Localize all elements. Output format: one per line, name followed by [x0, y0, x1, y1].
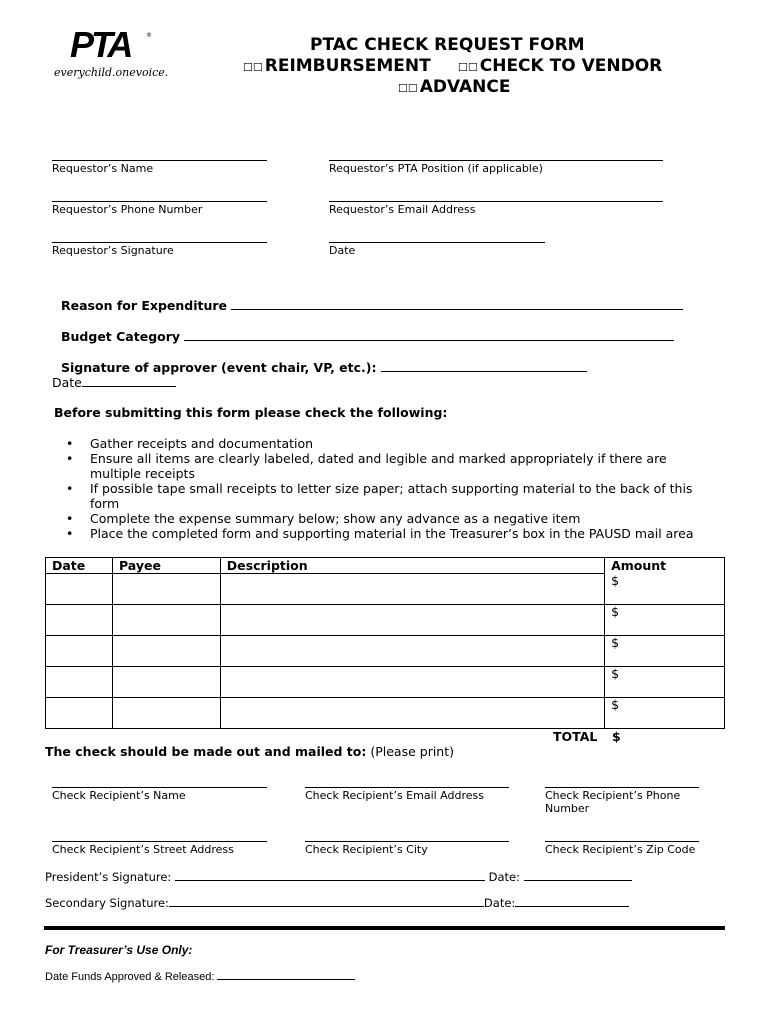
- amount-cell[interactable]: [605, 698, 725, 729]
- currency-symbol: $: [611, 635, 620, 650]
- total-value[interactable]: $: [612, 729, 621, 744]
- street-label: Check Recipient’s Street Address: [52, 843, 234, 856]
- requestor-phone-label: Requestor’s Phone Number: [52, 203, 203, 216]
- currency-symbol: $: [611, 697, 620, 712]
- secondary-date-input[interactable]: [515, 906, 629, 907]
- payee-cell[interactable]: [112, 636, 220, 667]
- zip-line[interactable]: [545, 841, 699, 842]
- list-item: • Complete the expense summary below; show any advance as a negative item: [52, 511, 712, 526]
- pta-tagline: everychild.onevoice.: [54, 66, 169, 79]
- requestor-position-line[interactable]: [329, 160, 663, 161]
- reason-row: [61, 298, 683, 313]
- secondary-signature-input[interactable]: [169, 906, 484, 907]
- requestor-signature-line[interactable]: [52, 242, 267, 243]
- funds-date-row: [45, 971, 355, 983]
- president-date-label: Date:: [488, 870, 520, 884]
- description-cell[interactable]: [220, 667, 604, 698]
- option-advance[interactable]: [398, 77, 510, 99]
- budget-label: Budget Category: [61, 329, 181, 344]
- date-cell[interactable]: [46, 636, 113, 667]
- street-line[interactable]: [52, 841, 267, 842]
- president-signature-row: [45, 870, 632, 884]
- secondary-signature-label: Secondary Signature:: [45, 896, 169, 910]
- approver-row: [61, 360, 587, 375]
- mailing-note: (Please print): [370, 744, 455, 759]
- approver-label: Signature of approver (event chair, VP, etc.):: [61, 360, 377, 375]
- city-label: Check Recipient’s City: [305, 843, 428, 856]
- table-row: [46, 667, 725, 698]
- list-item: • Gather receipts and documentation: [52, 436, 712, 451]
- funds-date-input[interactable]: [217, 979, 355, 980]
- zip-label: Check Recipient’s Zip Code: [545, 843, 696, 856]
- checkbox-icon[interactable]: ☐☐: [398, 82, 418, 95]
- amount-cell[interactable]: [605, 605, 725, 636]
- secondary-signature-row: [45, 896, 629, 910]
- form-title: PTAC CHECK REQUEST FORM: [310, 35, 585, 55]
- checklist-heading: Before submitting this form please check the following:: [54, 405, 448, 420]
- recipient-email-line[interactable]: [305, 787, 509, 788]
- approver-input[interactable]: [381, 371, 587, 372]
- registered-mark: ®: [146, 32, 152, 39]
- table-header-row: [46, 558, 725, 574]
- table-row: [46, 605, 725, 636]
- amount-cell[interactable]: [605, 636, 725, 667]
- table-row: [46, 574, 725, 605]
- recipient-name-label: Check Recipient’s Name: [52, 789, 186, 802]
- list-item: • Place the completed form and supporting material in the Treasurer’s box in the PAUSD mail area: [52, 526, 712, 541]
- description-cell[interactable]: [220, 698, 604, 729]
- list-item: • Ensure all items are clearly labeled, dated and legible and marked appropriately if there are multiple receipts: [52, 451, 712, 481]
- date-cell[interactable]: [46, 605, 113, 636]
- requestor-date-label: Date: [329, 244, 356, 257]
- president-date-input[interactable]: [524, 880, 632, 881]
- description-cell[interactable]: [220, 574, 604, 605]
- recipient-name-line[interactable]: [52, 787, 267, 788]
- list-item: • If possible tape small receipts to letter size paper; attach supporting material to the back of this form: [52, 481, 712, 511]
- option-advance-label: ADVANCE: [419, 77, 511, 97]
- approver-date-row: [52, 375, 176, 390]
- date-cell[interactable]: [46, 698, 113, 729]
- amount-cell[interactable]: [605, 667, 725, 698]
- requestor-email-label: Requestor’s Email Address: [329, 203, 476, 216]
- col-header-amount: Amount: [605, 558, 725, 574]
- checklist: [52, 436, 712, 541]
- mailing-heading-row: [45, 744, 454, 759]
- payee-cell[interactable]: [112, 574, 220, 605]
- requestor-email-line[interactable]: [329, 201, 663, 202]
- president-signature-label: President’s Signature:: [45, 870, 172, 884]
- checkbox-icon[interactable]: ☐☐: [458, 61, 478, 74]
- currency-symbol: $: [611, 604, 620, 619]
- budget-input[interactable]: [184, 340, 674, 341]
- col-header-payee: Payee: [112, 558, 220, 574]
- treasurer-heading: For Treasurer’s Use Only:: [45, 943, 193, 957]
- mailing-heading: The check should be made out and mailed to:: [45, 744, 367, 759]
- recipient-email-label: Check Recipient’s Email Address: [305, 789, 484, 802]
- expense-table: [45, 557, 725, 729]
- payee-cell[interactable]: [112, 698, 220, 729]
- approver-date-label: Date: [52, 375, 82, 390]
- section-divider: [44, 926, 725, 930]
- budget-row: [61, 329, 674, 344]
- requestor-name-label: Requestor’s Name: [52, 162, 154, 175]
- president-signature-input[interactable]: [175, 880, 485, 881]
- requestor-date-line[interactable]: [329, 242, 545, 243]
- secondary-date-label: Date:: [483, 896, 516, 910]
- col-header-date: Date: [46, 558, 113, 574]
- pta-logo: PTA: [70, 24, 131, 65]
- description-cell[interactable]: [220, 605, 604, 636]
- date-cell[interactable]: [46, 574, 113, 605]
- funds-date-label: Date Funds Approved & Released:: [45, 971, 215, 983]
- option-reimbursement-label: REIMBURSEMENT: [264, 56, 431, 76]
- amount-cell[interactable]: [605, 574, 725, 605]
- currency-symbol: $: [611, 666, 620, 681]
- city-line[interactable]: [305, 841, 509, 842]
- table-row: [46, 636, 725, 667]
- requestor-signature-label: Requestor’s Signature: [52, 244, 174, 257]
- approver-date-input[interactable]: [82, 386, 176, 387]
- date-cell[interactable]: [46, 667, 113, 698]
- option-vendor-label: CHECK TO VENDOR: [479, 56, 663, 76]
- reason-input[interactable]: [231, 309, 683, 310]
- reason-label: Reason for Expenditure: [61, 298, 228, 313]
- requestor-phone-line[interactable]: [52, 201, 267, 202]
- currency-symbol: $: [611, 572, 620, 588]
- recipient-phone-line[interactable]: [545, 787, 699, 788]
- col-header-description: Description: [220, 558, 604, 574]
- table-row: [46, 698, 725, 729]
- total-label: TOTAL: [553, 729, 598, 744]
- recipient-phone-label: Check Recipient’s Phone Number: [545, 789, 681, 815]
- payee-cell[interactable]: [112, 605, 220, 636]
- description-cell[interactable]: [220, 636, 604, 667]
- option-check-to-vendor[interactable]: [458, 56, 662, 78]
- checkbox-icon[interactable]: ☐☐: [243, 61, 263, 74]
- option-reimbursement[interactable]: [243, 56, 431, 78]
- requestor-name-line[interactable]: [52, 160, 267, 161]
- payee-cell[interactable]: [112, 667, 220, 698]
- requestor-position-label: Requestor’s PTA Position (if applicable): [329, 162, 543, 175]
